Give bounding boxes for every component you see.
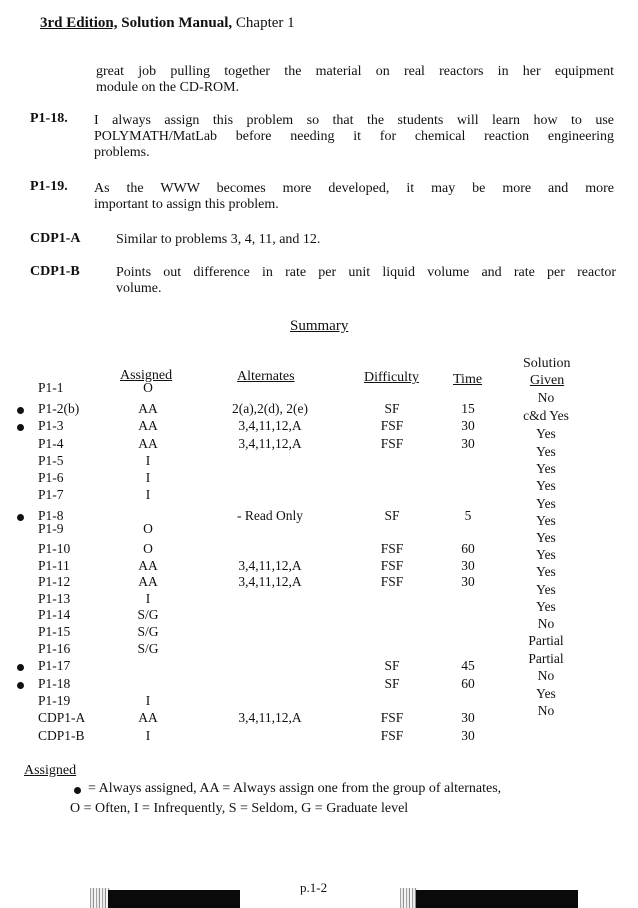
edition-label: 3rd Edition, [40,15,118,31]
solution-given-cell: Yes [536,496,556,511]
difficulty-cell: FSF [380,710,404,725]
problem-cell: CDP1-A [38,710,86,725]
manual-title: Solution Manual, [117,15,233,31]
problem-cell: P1-4 [38,436,64,451]
time-cell: 30 [461,558,475,573]
difficulty-cell: FSF [380,436,404,451]
alternates-cell: 2(a),2(d), 2(e) [231,401,309,416]
assigned-cell: I [145,487,151,502]
problem-cell: P1-16 [38,641,71,656]
bullet-icon [17,682,24,689]
legend-line: O = Often, I = Infrequently, S = Seldom, G = Graduate level [70,801,409,816]
problem-cell: P1-18 [38,676,71,691]
time-cell: 30 [461,574,475,589]
alternates-cell: 3,4,11,12,A [238,436,302,451]
assigned-cell: S/G [137,641,159,656]
col-header-assigned: Assigned [120,368,173,383]
assigned-cell: S/G [137,607,159,622]
problem-line: important to assign this problem. [94,197,279,212]
bullet-icon [17,424,24,431]
alternates-cell: 3,4,11,12,A [238,558,302,573]
time-cell: 30 [461,436,475,451]
assigned-cell: O [143,541,153,556]
solution-given-cell: Yes [536,547,556,562]
problem-cell: P1-3 [38,418,64,433]
time-cell: 15 [461,401,475,416]
assigned-cell: O [143,521,153,536]
difficulty-cell: FSF [380,541,404,556]
time-cell: 30 [461,418,475,433]
solution-given-cell: Partial [528,633,564,648]
problem-text [94,181,614,213]
problem-line: Points out difference in rate per unit liquid volume and rate per reactor [116,265,616,280]
solution-given-cell: Yes [536,461,556,476]
col-header-given: Given [530,373,565,388]
bullet-icon [17,407,24,414]
alternates-cell: 3,4,11,12,A [238,418,302,433]
intro-paragraph [96,64,614,96]
assigned-cell: S/G [137,624,159,639]
difficulty-cell: SF [384,508,400,523]
solution-given-cell: Yes [536,686,556,701]
time-cell: 30 [461,728,475,743]
difficulty-cell: FSF [380,728,404,743]
problem-cell: P1-6 [38,470,64,485]
col-header-time: Time [453,372,483,387]
solution-given-cell: Yes [536,444,556,459]
bullet-icon [74,787,81,794]
scan-artifact [90,888,110,908]
assigned-cell: O [143,380,153,395]
problem-line: I always assign this problem so that the students will learn how to use [94,113,614,128]
solution-given-cell: Partial [528,651,564,666]
difficulty-cell: FSF [380,574,404,589]
problem-cell: P1-1 [38,380,64,395]
assigned-cell: I [145,693,151,708]
problem-line: problems. [94,145,150,160]
problem-cell: P1-15 [38,624,71,639]
problem-cell: P1-12 [38,574,71,589]
difficulty-cell: FSF [380,558,404,573]
assigned-cell: I [145,728,151,743]
problem-cell: P1-8 [38,508,64,523]
solution-given-cell: Yes [536,513,556,528]
col-header-difficulty: Difficulty [364,370,419,385]
assigned-cell: AA [138,710,158,725]
problem-line: POLYMATH/MatLab before needing it for chemical reaction engineering [94,129,614,144]
problem-cell: P1-13 [38,591,71,606]
assigned-cell: I [145,470,151,485]
bullet-icon [17,664,24,671]
alternates-cell: - Read Only [237,508,303,523]
solution-given-cell: Yes [536,530,556,545]
assigned-cell: AA [138,436,158,451]
assigned-cell: AA [138,401,158,416]
problem-label: P1-19. [30,179,68,194]
intro-line: great job pulling together the material on real reactors in her equipment [96,64,614,79]
problem-cell: P1-17 [38,658,71,673]
problem-label: CDP1-A [30,231,81,246]
solution-given-cell: Yes [536,478,556,493]
time-cell: 60 [461,541,475,556]
problem-cell: P1-14 [38,607,71,622]
legend-line: = Always assigned, AA = Always assign one from the group of alternates, [88,781,502,796]
assigned-cell: AA [138,558,158,573]
intro-line: module on the CD-ROM. [96,80,240,95]
problem-cell: P1-19 [38,693,71,708]
solution-given-cell: Yes [536,426,556,441]
col-header-solution: Solution [523,356,571,371]
page-number: p.1-2 [300,880,328,895]
problem-text [116,265,616,297]
assigned-cell: I [145,591,151,606]
assigned-cell: I [145,453,151,468]
difficulty-cell: FSF [380,418,404,433]
time-cell: 45 [461,658,475,673]
difficulty-cell: SF [384,401,400,416]
assigned-cell: AA [138,418,158,433]
col-header-alternates: Alternates [237,369,295,384]
difficulty-cell: SF [384,658,400,673]
solution-given-cell: Yes [536,564,556,579]
legend-title: Assigned [24,763,77,778]
problem-cell: P1-9 [38,521,64,536]
problem-cell: P1-7 [38,487,64,502]
problem-line: Similar to problems 3, 4, 11, and 12. [116,232,321,247]
problem-cell: P1-5 [38,453,64,468]
time-cell: 30 [461,710,475,725]
problem-cell: P1-2(b) [38,401,80,416]
scan-bar-right [416,890,578,908]
assigned-cell: AA [138,574,158,589]
solution-given-cell: No [537,668,555,683]
solution-given-cell: Yes [536,599,556,614]
problem-text [116,232,616,248]
time-cell: 60 [461,676,475,691]
scan-bar-left [108,890,240,908]
problem-line: As the WWW becomes more developed, it may be more and more [94,181,614,196]
solution-given-cell: No [537,616,555,631]
chapter-label: Chapter 1 [232,15,295,31]
problem-label: P1-18. [30,111,68,126]
problem-cell: P1-10 [38,541,71,556]
time-cell: 5 [464,508,472,523]
solution-given-cell: No [537,703,555,718]
summary-title: Summary [290,318,349,334]
solution-given-cell: Yes [536,582,556,597]
problem-cell: CDP1-B [38,728,85,743]
alternates-cell: 3,4,11,12,A [238,574,302,589]
problem-text [94,113,614,161]
alternates-cell: 3,4,11,12,A [238,710,302,725]
problem-label: CDP1-B [30,264,80,279]
bullet-icon [17,514,24,521]
problem-cell: P1-11 [38,558,70,573]
solution-given-cell: No [537,390,555,405]
solution-given-cell: c&d Yes [523,408,569,423]
difficulty-cell: SF [384,676,400,691]
problem-line: volume. [116,281,162,296]
page-header [40,15,295,32]
